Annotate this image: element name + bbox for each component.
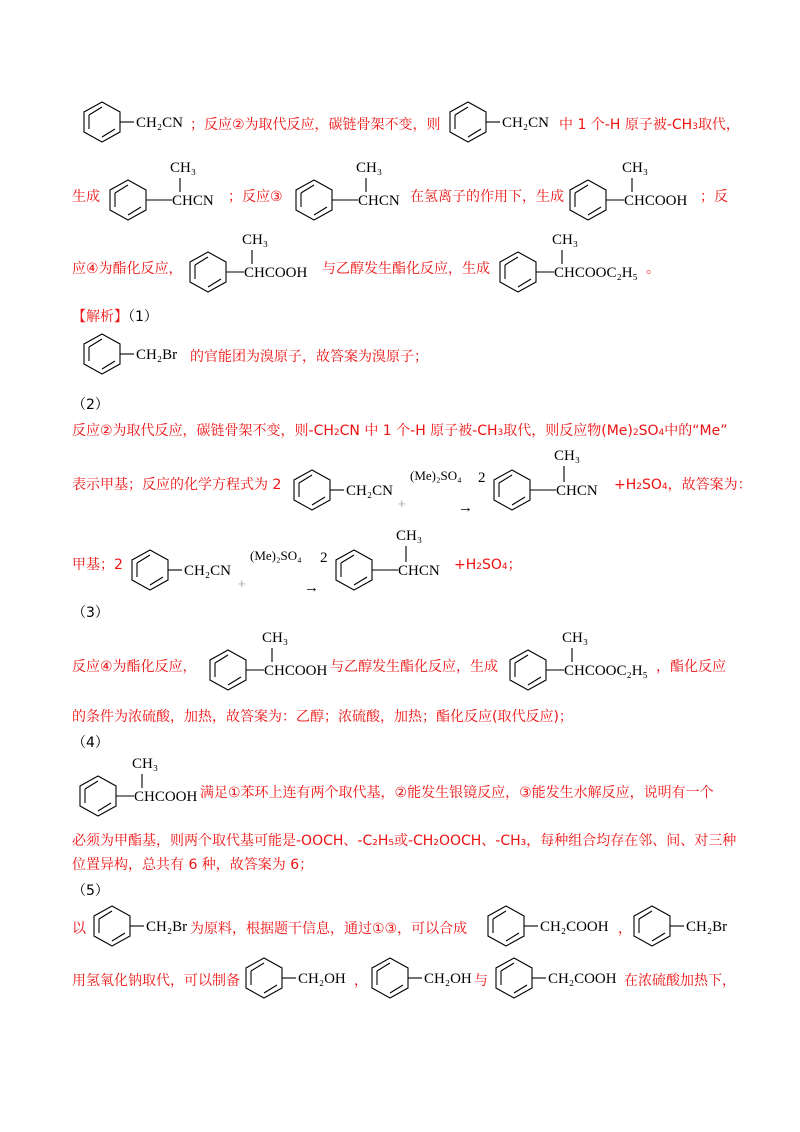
benzyl-cyanide-structure [440, 98, 560, 146]
svg-text:CH₃: CH₃ [396, 528, 423, 544]
q3-text-line2: 的条件为浓硫酸，加热，故答案为：乙醇；浓硫酸，加热；酯化反应(取代反应)； [72, 709, 573, 725]
svg-text:CH₂Br: CH₂Br [686, 919, 728, 935]
q2-text-line2-end: +H2SO4，故答案为： [614, 477, 752, 493]
phenylacetic-acid-structure [478, 902, 618, 950]
formula-ch3: CH₃ [356, 160, 383, 176]
q1-answer: 的官能团为溴原子，故答案为溴原子； [190, 349, 428, 365]
svg-text:CH₃: CH₃ [554, 448, 581, 464]
svg-text:CHCOOC₂H₅: CHCOOC₂H₅ [564, 663, 648, 679]
svg-text:CH₂Br: CH₂Br [146, 919, 188, 935]
benzyl-alcohol-structure [362, 954, 482, 1002]
formula-ch2oh: CH₂OH [298, 971, 346, 987]
svg-text:(Me)₂SO₄: (Me)₂SO₄ [250, 548, 302, 563]
formula-ch2cn: CH₂CN [502, 115, 549, 131]
reaction-equation-1 [286, 442, 626, 518]
formula-chcn: CHCN [358, 193, 400, 209]
svg-text:CH₃: CH₃ [132, 756, 159, 772]
methyl-benzyl-cyanide-structure [100, 158, 230, 224]
svg-text:2: 2 [478, 470, 486, 486]
q2-text-line2: 表示甲基；反应的化学方程式为 2 [72, 477, 282, 493]
q5-text-g: 在浓硫酸加热下， [624, 973, 736, 989]
q3-text-line1b: 与乙醇发生酯化反应，生成 [330, 659, 498, 675]
svg-text:CH₃: CH₃ [562, 630, 589, 646]
phenylacetic-acid-structure [486, 954, 626, 1002]
reaction-equation-2 [124, 522, 464, 598]
q4-text-line3: 位置异构，总共有 6 种，故答案为 6； [72, 857, 314, 873]
text-line3-a: 应④为酯化反应， [72, 261, 183, 277]
svg-text:CH₂CN: CH₂CN [346, 483, 393, 499]
text-line1-a: ；反应②为取代反应，碳链骨架不变，则 [190, 117, 441, 133]
phenylpropanoic-acid-structure [560, 158, 710, 224]
text-line2-a: 生成 [72, 189, 100, 205]
q5-text-c: ， [618, 921, 632, 937]
analysis-heading: 【解析】（1） [72, 309, 158, 325]
svg-text:+: + [238, 576, 246, 591]
svg-text:CH₂COOH: CH₂COOH [548, 971, 617, 987]
formula-chcooh: CHCOOH [244, 265, 308, 281]
svg-text:CHCN: CHCN [398, 563, 440, 579]
phenylpropanoic-acid-structure [200, 628, 350, 694]
formula-ch2br: CH₂Br [136, 347, 178, 363]
svg-text:CH₂CN: CH₂CN [184, 563, 231, 579]
q2-text-line3: 甲基；2 [72, 557, 123, 573]
text-line3-c: 。 [646, 261, 660, 277]
formula-ch2cn: CH₂CN [136, 115, 183, 131]
q3-text-line1a: 反应④为酯化反应， [72, 659, 197, 675]
text-line2-c: 在氢离子的作用下，生成 [410, 189, 564, 205]
methyl-benzyl-cyanide-structure [286, 158, 416, 224]
text-line2-b: ；反应③ [228, 189, 283, 205]
benzyl-cyanide-structure [74, 98, 194, 146]
text-line2-d: ；反 [700, 189, 728, 205]
formula-ch3: CH₃ [170, 160, 197, 176]
q3-text-line1c: ，酯化反应 [656, 659, 726, 675]
ethyl-ester-structure [500, 628, 660, 694]
formula-ch3: CH₃ [552, 232, 579, 248]
formula-ch3: CH₃ [242, 232, 269, 248]
q2-text-line3-end: +H2SO4； [454, 557, 522, 573]
q5-text-d: 用氢氧化钠取代，可以制备 [72, 973, 240, 989]
benzyl-bromide-structure [74, 330, 194, 378]
q5-text-b: 为原料，根据题干信息，通过①③，可以合成 [190, 921, 468, 937]
svg-text:CH₃: CH₃ [262, 630, 289, 646]
svg-text:→: → [304, 580, 319, 596]
q4-text-line1: 满足①苯环上连有两个取代基，②能发生银镜反应，③能发生水解反应，说明有一个 [200, 785, 714, 801]
ethyl-ester-structure [490, 230, 650, 296]
svg-text:CHCOOH: CHCOOH [134, 789, 198, 805]
formula-chcn: CHCN [172, 193, 214, 209]
q3-label: （3） [72, 605, 109, 621]
q5-text-f: 与 [474, 973, 488, 989]
text-line1-b: 中 1 个-H 原子被-CH3取代， [559, 117, 740, 133]
svg-text:+: + [398, 496, 406, 511]
svg-text:2: 2 [320, 550, 328, 566]
q4-label: （4） [72, 735, 109, 751]
benzyl-bromide-structure [624, 902, 734, 950]
benzyl-bromide-structure [84, 902, 204, 950]
q2-label: （2） [72, 397, 109, 413]
formula-ch2cooh: CH₂COOH [540, 919, 609, 935]
q2-text-line1: 反应②为取代反应，碳链骨架不变，则-CH2CN 中 1 个-H 原子被-CH3取代，则反应物(Me)2SO4中的“Me” [72, 423, 728, 439]
svg-text:CHCOOH: CHCOOH [264, 663, 328, 679]
text-line3-b: 与乙醇发生酯化反应，生成 [322, 261, 490, 277]
q5-label: （5） [72, 883, 109, 899]
q5-text-a: 以 [72, 921, 86, 937]
svg-text:CHCN: CHCN [556, 483, 598, 499]
formula-ch3: CH₃ [622, 160, 649, 176]
reagent-me2so4: (Me)₂SO₄ [410, 468, 462, 483]
q4-text-line2: 必须为甲酯基，则两个取代基可能是-OOCH、-C₂H₅或-CH₂OOCH、-CH₃，每种组合均存在邻、间、对三种 [72, 833, 737, 849]
q5-text-e: ， [354, 973, 368, 989]
reaction-arrow: → [458, 500, 473, 516]
formula-chcooc2h5: CHCOOC₂H₅ [554, 265, 638, 281]
phenylpropanoic-acid-structure [70, 754, 220, 820]
benzyl-alcohol-structure [236, 954, 356, 1002]
formula-chcooh: CHCOOH [624, 193, 688, 209]
svg-text:CH₂OH: CH₂OH [424, 971, 472, 987]
phenylpropanoic-acid-structure [180, 230, 330, 296]
